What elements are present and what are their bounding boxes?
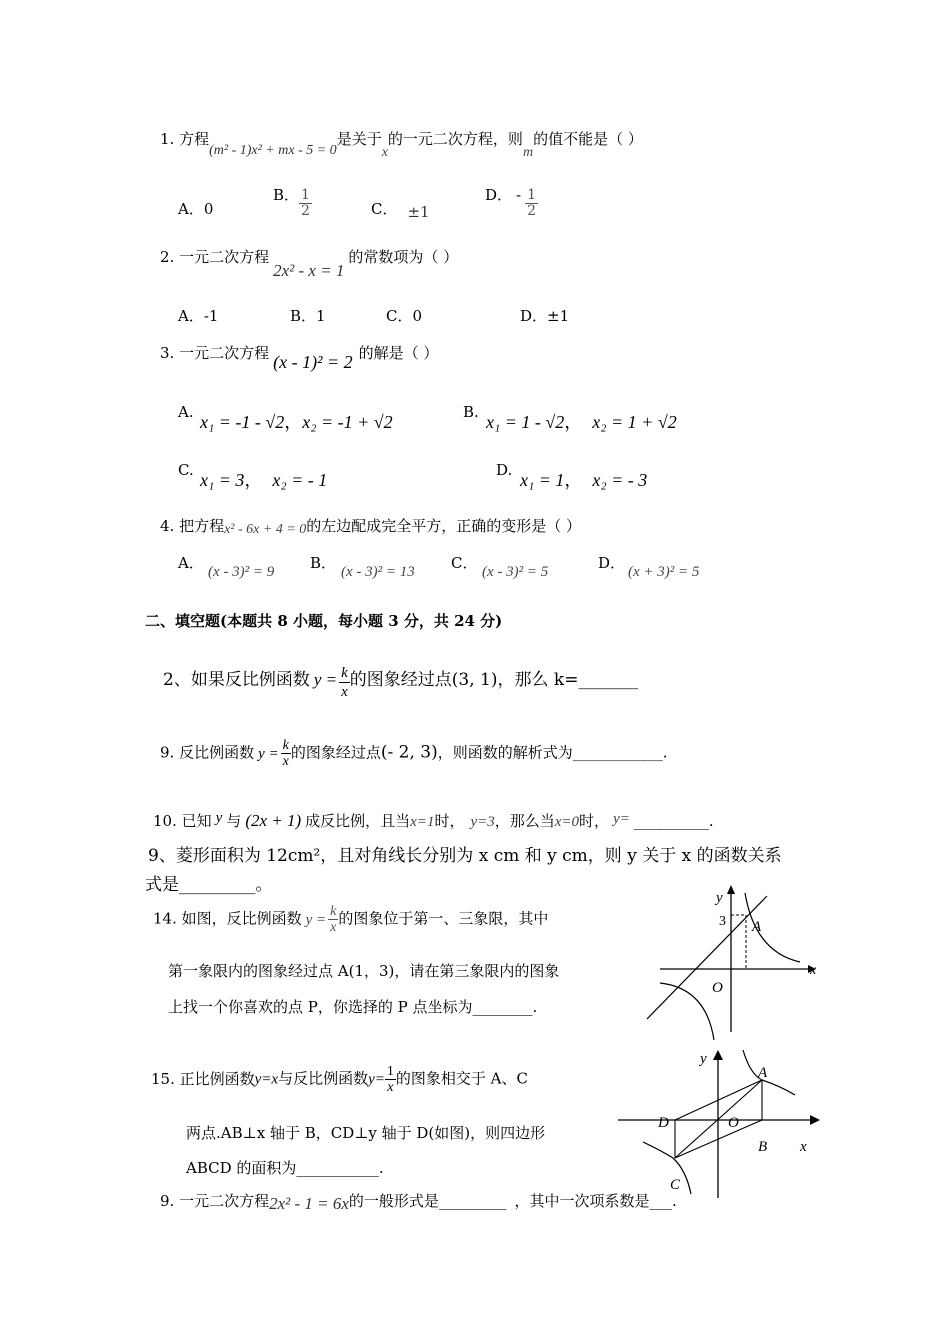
q2-option-b: B．1 [290, 307, 326, 325]
q4-option-b-label: B． [310, 554, 337, 572]
fill-9c-end: . [671, 1192, 677, 1210]
q1-option-d-label: D． [485, 185, 513, 204]
q4-text-b: 的左边配成完全平方，正确的变形是（ ） [306, 517, 582, 535]
fill-10-text-d: 时， [434, 812, 465, 830]
q1-option-b-label: B． [273, 185, 300, 204]
q3-option-a-label: A. [178, 403, 194, 421]
q4-option-d: (x + 3)² = 5 [628, 564, 700, 580]
q3-option-b-eq2: x₂ = 1 + √2 [592, 412, 677, 432]
fill-15-eq1: y=x [254, 1071, 279, 1088]
fill-2-blank: _______ [578, 670, 638, 690]
figure-1-label-y: y [716, 890, 723, 906]
q3-option-a-eq1: x₁ = -1 - √2 [200, 412, 285, 432]
figure-1-label-o: O [712, 980, 723, 996]
fill-15-text-b: 与反比例函数 [278, 1069, 369, 1088]
q3-option-d-eq2: x₂ = - 3 [592, 470, 648, 490]
figure-2-label-o: O [728, 1115, 739, 1131]
q2-text-b: 的常数项为（ ） [348, 248, 459, 266]
fill-9a-text-a: 9. 反比例函数 [160, 743, 255, 762]
fill-14-text-a: 14. 如图，反比例函数 [153, 909, 302, 928]
fill-14-text-b: 的图象位于第一、三象限，其中 [338, 909, 549, 928]
fill-2-text-b: 的图象经过点 [349, 670, 452, 690]
q1-text-c: 的一元二次方程，则 [387, 130, 523, 148]
fill-10-cond2: y=3 [470, 814, 495, 830]
fill-14-eq-left: y = [305, 911, 327, 928]
q1-equation: (m² - 1)x² + mx - 5 = 0 [209, 143, 337, 158]
fill-15-line2: 两点.AB⊥x 轴于 B，CD⊥y 轴于 D(如图)，则四边形 [186, 1124, 546, 1142]
figure-2-label-a: A [758, 1065, 768, 1081]
q2-option-c: C．0 [386, 307, 423, 325]
figure-2-axes [618, 1058, 815, 1198]
q3-option-a-eq2: x₂ = -1 + √2 [302, 412, 393, 432]
figure-2-label-y: y [700, 1051, 707, 1067]
figure-2-label-d: D [658, 1115, 669, 1131]
figure-2-label-c: C [670, 1177, 681, 1193]
q1-option-c-value: ±1 [407, 203, 430, 221]
q4-option-c-label: C． [451, 554, 478, 572]
q1-option-d-sign: - [516, 185, 522, 204]
fill-10-text-c: 成反比例，且当 [305, 812, 411, 830]
fill-9a-end: . [662, 743, 668, 762]
fill-15-blank: ___________ [296, 1159, 379, 1177]
q4-option-c: (x - 3)² = 5 [482, 564, 549, 580]
fill-15-frac-num: 1 [386, 1064, 394, 1079]
fill-10-expr: (2x + 1) [245, 811, 302, 830]
fill-14-blank: ________ [472, 998, 533, 1016]
q1-option-c-label: C． [371, 200, 398, 218]
fill-9c-text-a: 9. 一元二次方程 [160, 1192, 270, 1210]
fill-15-frac-den: x [387, 1080, 394, 1095]
q1-option-d-num: 1 [527, 187, 537, 203]
fill-9a-blank: ____________ [572, 743, 663, 762]
figure-2-label-x: x [800, 1139, 807, 1155]
fill-14-frac-num: k [330, 904, 337, 919]
q2-option-d: D．±1 [520, 307, 570, 325]
fill-10-cond1: x=1 [410, 814, 435, 830]
q1-var-m: m [522, 145, 534, 160]
q2-equation: 2x² - x = 1 [273, 261, 345, 280]
q3-option-b-label: B. [463, 403, 479, 421]
fill-14-line3-text: 上找一个你喜欢的点 P，你选择的 P 点坐标为 [168, 998, 473, 1016]
q3-option-b-eq1: x₁ = 1 - √2 [486, 412, 565, 432]
q1-text-b: 是关于 [336, 130, 382, 148]
fill-2-frac-den: x [341, 684, 348, 700]
fill-9c [160, 1190, 677, 1211]
q3-option-c-eq2: x₂ = - 1 [272, 470, 328, 490]
fill-9b-line1: 9、菱形面积为 12cm²，且对角线长分别为 x cm 和 y cm，则 y 关于 x 的函数关系 [148, 846, 782, 866]
fill-10-text-f: 时， [579, 812, 610, 830]
fill-9b-blank: _________ [179, 875, 256, 895]
fill-9a-point: (- 2, 3) [380, 742, 438, 763]
q4-text-a: 4. 把方程 [160, 517, 225, 535]
fill-15-text-c: 的图象相交于 A、C [395, 1069, 528, 1088]
fill-9a-frac-num: k [282, 738, 289, 753]
q1-option-a: A．0 [178, 200, 214, 218]
fill-10-end: . [708, 812, 714, 830]
q2-option-a: A．-1 [178, 307, 219, 325]
fill-15-text-a: 15. 正比例函数 [151, 1069, 255, 1088]
q4-option-b: (x - 3)² = 13 [341, 564, 415, 580]
figure-2-arrow-y [713, 1050, 723, 1060]
q1-option-d-den: 2 [527, 203, 537, 219]
q3-option-b-sep: ， [564, 412, 583, 432]
fill-2-frac-num: k [341, 665, 348, 681]
q4-option-a-label: A． [178, 554, 204, 572]
fill-14-end: . [532, 998, 538, 1016]
q3-text-b: 的解是（ ） [358, 344, 439, 362]
q3-option-d-label: D. [496, 461, 513, 479]
q1-option-b-num: 1 [301, 187, 310, 203]
fill-10-y1: y [215, 810, 223, 826]
figure-1-label-x: x [810, 963, 817, 978]
q4-equation: x² - 6x + 4 = 0 [224, 522, 307, 537]
fill-2-text-c: ，那么 k= [497, 670, 579, 690]
fill-9b-line2-text: 式是 [145, 875, 179, 895]
q3-option-a-sep: ， [284, 412, 303, 432]
section-heading: 二、填空题(本题共 8 小题，每小题 3 分，共 24 分) [145, 612, 503, 630]
q3-option-c-sep: ， [244, 470, 263, 490]
fill-10-blank: __________ [633, 812, 709, 830]
q2-text-a: 2. 一元二次方程 [160, 248, 270, 266]
fill-9a-eq-left: y = [258, 745, 279, 762]
fill-9c-text-c: ，其中一次项系数是 [514, 1192, 650, 1210]
fill-9c-text-b: 的一般形式是 [348, 1192, 439, 1210]
fill-9c-eq: 2x² - 1 = 6x [269, 1194, 349, 1213]
q1-var-x: x [381, 145, 388, 160]
fill-9b-end: 。 [255, 875, 273, 895]
fill-2-eq-left: y = [313, 670, 338, 689]
q3-option-c-eq1: x₁ = 3 [200, 470, 245, 490]
fill-9a-frac-den: x [282, 754, 289, 769]
q3-option-d-sep: ， [564, 470, 583, 490]
figure-2-arrow-x [810, 1115, 820, 1125]
q1-text-a: 1. 方程 [160, 130, 210, 148]
fill-10-text-e: ，那么当 [494, 812, 555, 830]
fill-2-text-a: 2、如果反比例函数 [163, 670, 310, 690]
figure-2-hyperbola-q1 [743, 1050, 795, 1095]
fill-9c-blank2: ___ [649, 1192, 672, 1210]
fill-15-eq2-left: y= [368, 1071, 385, 1088]
q1-option-b-den: 2 [301, 203, 310, 219]
q3-option-d-eq1: x₁ = 1 [520, 470, 565, 490]
fill-15-line3-text: ABCD 的面积为 [186, 1159, 297, 1177]
fill-9a-text-b: 的图象经过点 [290, 743, 381, 762]
figure-2-label-b: B [758, 1139, 768, 1155]
q4-option-d-label: D． [598, 554, 626, 572]
fill-15-end: . [378, 1159, 384, 1177]
q3-text-a: 3. 一元二次方程 [160, 344, 270, 362]
fill-14-line2: 第一象限内的图象经过点 A(1，3)，请在第三象限内的图象 [168, 962, 560, 980]
fill-10-cond3: x=0 [554, 814, 580, 830]
fill-10-text-a: 10. 已知 [153, 812, 212, 830]
figure-1-label-three: 3 [719, 914, 726, 929]
q1-text-d: 的值不能是（ ） [533, 130, 643, 148]
fill-2-point: (3, 1) [451, 670, 498, 690]
fill-9c-blank1: _________ [438, 1192, 507, 1210]
fill-9a-text-c: ，则函数的解析式为 [437, 743, 573, 762]
q3-equation: (x - 1)² = 2 [273, 352, 353, 372]
q3-option-c-label: C. [178, 461, 194, 479]
q4-option-a: (x - 3)² = 9 [208, 564, 275, 580]
figure-1-label-a: A [752, 919, 762, 935]
fill-14-frac-den: x [330, 920, 337, 935]
fill-10-text-b: 与 [226, 812, 242, 830]
fill-10-cond4: y= [613, 811, 630, 827]
